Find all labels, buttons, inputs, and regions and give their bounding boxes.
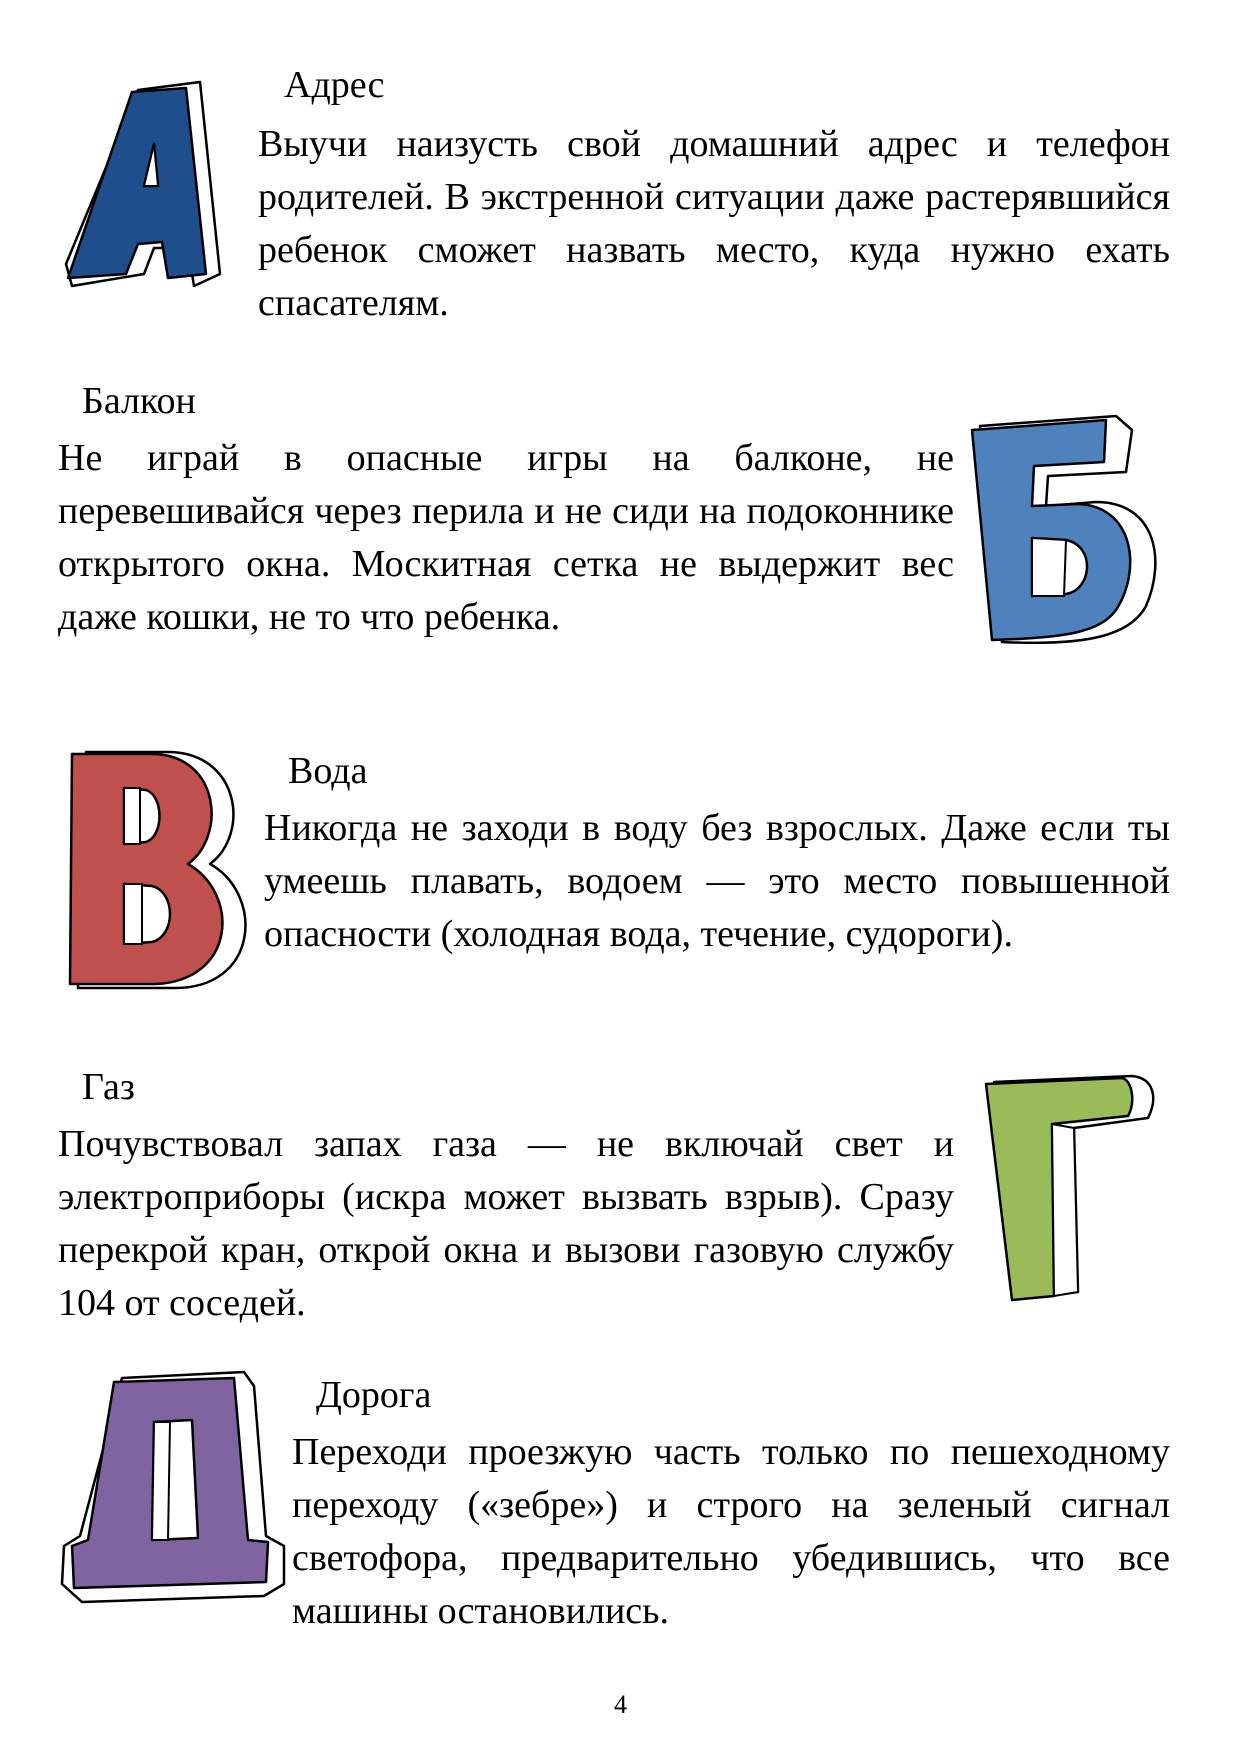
section-title: Газ [82,1066,135,1108]
letter-a-icon [60,78,230,298]
section-water [264,748,1170,961]
section-text: Переходи проезжую часть только по пешеходному переходу («зебре») и строго на зеленый сигнал светофора, предварительно убедившись, что все машины остановились. [292,1431,1170,1632]
section-balcony [58,378,954,644]
section-road [292,1372,1170,1638]
page-number: 4 [614,1690,627,1719]
section-text: Почувствовал запах газа — не включай свет и электроприборы (искра может вызвать взрыв). Сразу перекрой кран, открой окна и вызови газовую службу 104 от соседей. [58,1123,954,1324]
section-address [258,62,1170,330]
section-title: Адрес [284,64,385,106]
letter-g-icon [982,1068,1162,1308]
section-text: Выучи наизусть свой домашний адрес и телефон родителей. В экстренной ситуации даже растерявшийся ребенок сможет назвать место, куда нужно ехать спасателям. [258,123,1170,324]
section-gas [58,1064,954,1330]
letter-v-icon [60,744,260,994]
section-text: Не играй в опасные игры на балконе, не перевешивайся через перила и не сиди на подоконнике открытого окна. Москитная сетка не выдержит вес даже кошки, не то что ребенка. [58,437,954,638]
section-text: Никогда не заходи в воду без взрослых. Даже если ты умеешь плавать, водоем — это место повышенной опасности (холодная вода, течение, судороги). [264,807,1170,955]
letter-d-icon [58,1370,288,1610]
letter-b-icon [966,410,1166,650]
section-title: Дорога [316,1374,432,1416]
section-title: Балкон [82,380,196,422]
section-title: Вода [288,750,368,792]
